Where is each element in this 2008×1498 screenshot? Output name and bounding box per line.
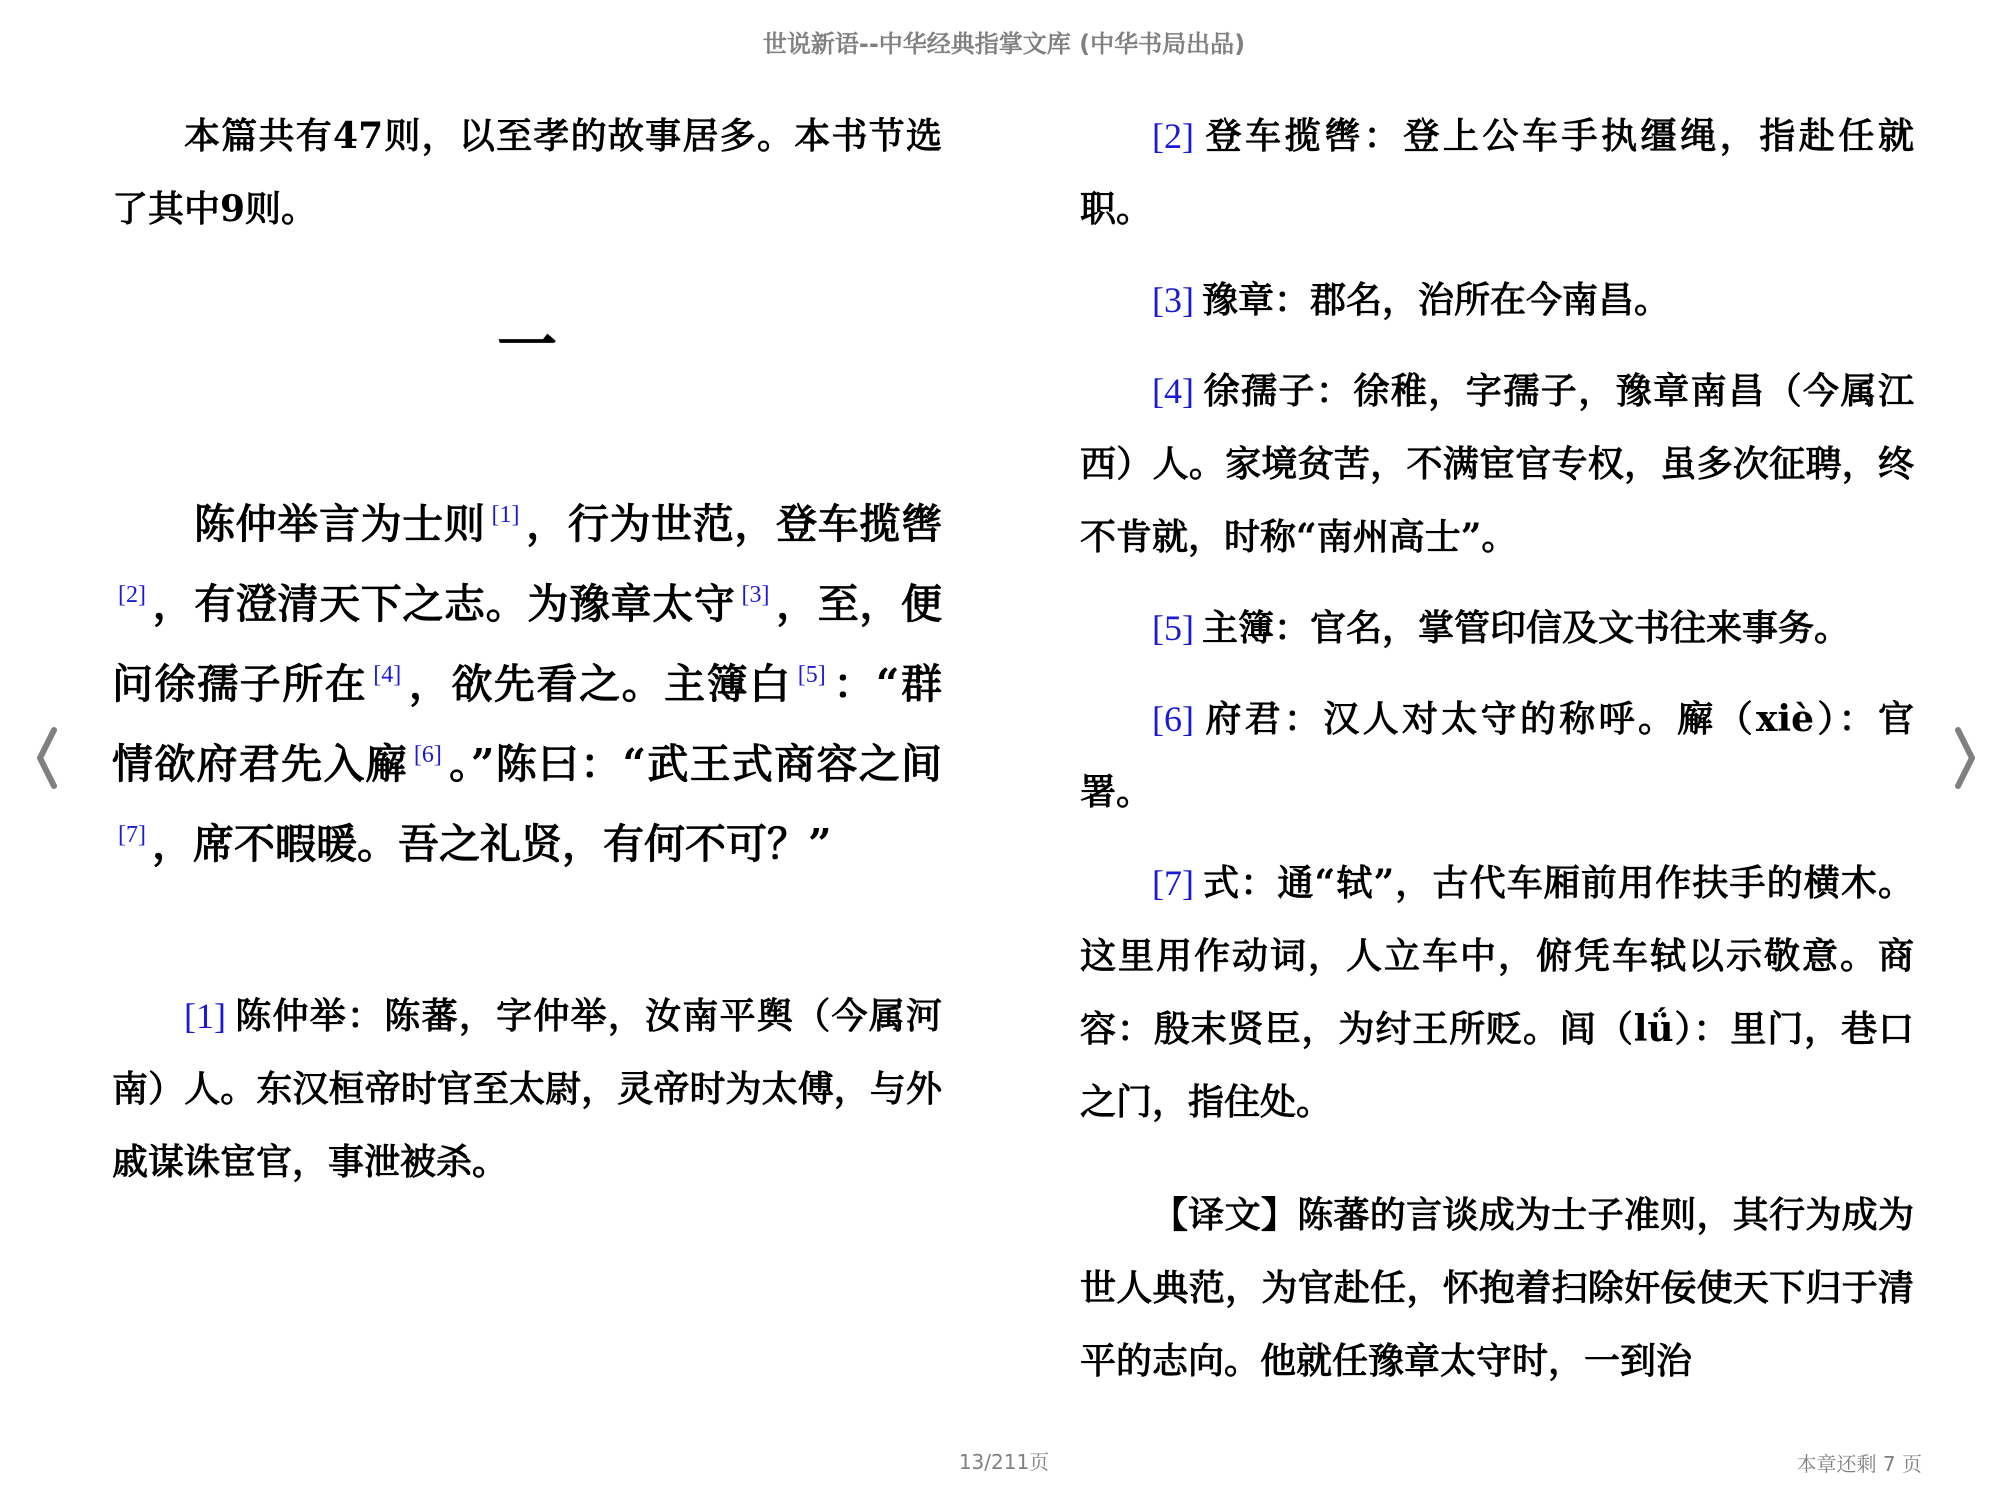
passage-text: ，行为世范，登车揽辔 — [525, 500, 943, 548]
footnote-link-1[interactable]: [1] — [491, 502, 520, 528]
footnote-ref[interactable]: [7] — [1152, 863, 1194, 903]
footnote-ref[interactable]: [5] — [1152, 608, 1194, 648]
page-indicator: 13/211页 — [958, 1450, 1050, 1474]
footnote-ref[interactable]: [1] — [184, 996, 226, 1036]
footnote-link-7[interactable]: [7] — [118, 822, 146, 848]
passage-text: ，席不暇暖。吾之礼贤，有何不可？” — [151, 820, 832, 868]
previous-page-button[interactable] — [28, 726, 68, 790]
next-page-button[interactable] — [1944, 726, 1984, 790]
footnote-link-2[interactable]: [2] — [118, 582, 146, 608]
footnote-link-3[interactable]: [3] — [741, 582, 770, 608]
chevron-right-icon — [1944, 726, 1984, 790]
footnote-4 — [1080, 355, 1914, 574]
passage-text: ，至，便问徐孺子所在 — [112, 580, 943, 708]
footnote-ref[interactable]: [3] — [1152, 280, 1194, 320]
footnote-link-5[interactable]: [5] — [797, 662, 826, 688]
footnote-3 — [1080, 264, 1914, 337]
footnote-ref[interactable]: [6] — [1152, 699, 1194, 739]
footnote-1 — [112, 980, 942, 1199]
footnote-link-6[interactable]: [6] — [413, 742, 442, 768]
passage-text: ：“群情欲府君先入廨 — [112, 660, 942, 788]
book-title: 世说新语--中华经典指掌文库 (中华书局出品) — [762, 30, 1246, 58]
footnote-5 — [1080, 592, 1914, 665]
passage-text: ，有澄清天下之志。为豫章太守 — [151, 580, 736, 628]
footnote-ref[interactable]: [2] — [1152, 116, 1194, 156]
footnote-text: 府君：汉人对太守的称呼。廨（xiè）：官署。 — [1080, 698, 1914, 813]
footnote-text: 陈仲举：陈蕃，字仲举，汝南平舆（今属河南）人。东汉桓帝时官至太尉，灵帝时为太傅，与外戚谋诛宦官，事泄被杀。 — [112, 995, 942, 1183]
passage-text: ，欲先看之。主簿白 — [407, 660, 792, 708]
chapter-remaining-pages: 本章还剩 7 页 — [1796, 1452, 1922, 1476]
passage-text: 。”陈曰：“武王式商容之间 — [447, 740, 942, 788]
section-number: 一 — [497, 311, 557, 381]
footnote-7 — [1080, 847, 1914, 1139]
passage-text: 陈仲举言为士则 — [194, 500, 486, 548]
footnote-link-4[interactable]: [4] — [373, 662, 402, 688]
chapter-intro: 本篇共有47则，以至孝的故事居多。本书节选了其中9则。 — [112, 115, 942, 230]
right-page — [1080, 100, 1914, 1398]
footnote-text: 登车揽辔：登上公车手执缰绳，指赴任就职。 — [1080, 115, 1914, 230]
footnote-2 — [1080, 100, 1914, 246]
left-page — [112, 100, 942, 1217]
footnote-6 — [1080, 683, 1914, 829]
main-passage — [112, 484, 942, 884]
footnote-text: 徐孺子：徐稚，字孺子，豫章南昌（今属江西）人。家境贫苦，不满宦官专权，虽多次征聘，终不肯就，时称“南州高士”。 — [1080, 370, 1914, 558]
translation-paragraph: 【译文】陈蕃的言谈成为士子准则，其行为成为世人典范，为官赴任，怀抱着扫除奸佞使天下归于清平的志向。他就任豫章太守时，一到治 — [1080, 1194, 1914, 1382]
footnote-text: 式：通“轼”，古代车厢前用作扶手的横木。这里用作动词，人立车中，俯凭车轼以示敬意。商容：殷末贤臣，为纣王所贬。闾（lǘ）：里门，巷口之门，指住处。 — [1080, 862, 1914, 1123]
footnote-text: 豫章：郡名，治所在今南昌。 — [1201, 279, 1670, 321]
footnote-text: 主簿：官名，掌管印信及文书往来事务。 — [1201, 607, 1850, 649]
footnote-ref[interactable]: [4] — [1152, 371, 1194, 411]
chevron-left-icon — [28, 726, 68, 790]
